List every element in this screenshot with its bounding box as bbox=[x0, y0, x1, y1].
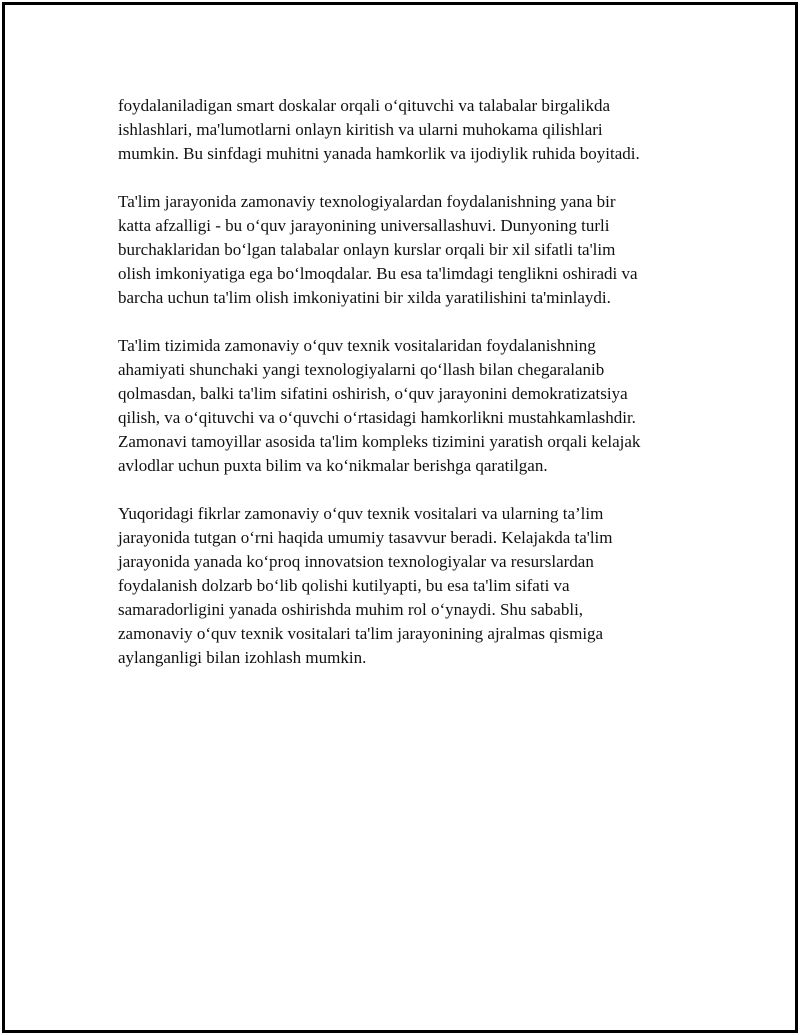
text-line: ahamiyati shunchaki yangi texnologiyalarni qo‘llash bilan chegaralanib bbox=[118, 360, 605, 379]
paragraph bbox=[118, 190, 698, 310]
text-line: Yuqoridagi fikrlar zamonaviy o‘quv texnik vositalari va ularning ta’lim bbox=[118, 504, 604, 523]
text-line: barcha uchun ta'lim olish imkoniyatini bir xilda yaratilishini ta'minlaydi. bbox=[118, 288, 611, 307]
text-line: qilish, va o‘qituvchi va o‘quvchi o‘rtasidagi hamkorlikni mustahkamlashdir. bbox=[118, 408, 636, 427]
text-line: samaradorligini yanada oshirishda muhim rol o‘ynaydi. Shu sababli, bbox=[118, 600, 584, 619]
paragraph bbox=[118, 94, 698, 166]
text-line: ishlashlari, ma'lumotlarni onlayn kiritish va ularni muhokama qilishlari bbox=[118, 120, 603, 139]
text-line: zamonaviy o‘quv texnik vositalari ta'lim jarayonining ajralmas qismiga bbox=[118, 624, 604, 643]
text-line: avlodlar uchun puxta bilim va ko‘nikmalar berishga qaratilgan. bbox=[118, 456, 548, 475]
document-body bbox=[118, 94, 698, 694]
text-line: Zamonavi tamoyillar asosida ta'lim kompleks tizimini yaratish orqali kelajak bbox=[118, 432, 641, 451]
text-line: burchaklaridan bo‘lgan talabalar onlayn kurslar orqali bir xil sifatli ta'lim bbox=[118, 240, 616, 259]
text-line: jarayonida yanada ko‘proq innovatsion texnologiyalar va resurslardan bbox=[118, 552, 594, 571]
paragraph bbox=[118, 502, 698, 670]
text-line: foydalaniladigan smart doskalar orqali o‘qituvchi va talabalar birgalikda bbox=[118, 96, 611, 115]
text-line: olish imkoniyatiga ega bo‘lmoqdalar. Bu esa ta'limdagi tenglikni oshiradi va bbox=[118, 264, 638, 283]
text-line: jarayonida tutgan o‘rni haqida umumiy tasavvur beradi. Kelajakda ta'lim bbox=[118, 528, 613, 547]
document-page bbox=[2, 2, 798, 1033]
text-line: Ta'lim tizimida zamonaviy o‘quv texnik vositalaridan foydalanishning bbox=[118, 336, 596, 355]
text-line: katta afzalligi - bu o‘quv jarayonining universallashuvi. Dunyoning turli bbox=[118, 216, 610, 235]
text-line: foydalanish dolzarb bo‘lib qolishi kutilyapti, bu esa ta'lim sifati va bbox=[118, 576, 570, 595]
text-line: Ta'lim jarayonida zamonaviy texnologiyalardan foydalanishning yana bir bbox=[118, 192, 616, 211]
text-line: mumkin. Bu sinfdagi muhitni yanada hamkorlik va ijodiylik ruhida boyitadi. bbox=[118, 144, 640, 163]
text-line: aylanganligi bilan izohlash mumkin. bbox=[118, 648, 367, 667]
text-line: qolmasdan, balki ta'lim sifatini oshirish, o‘quv jarayonini demokratizatsiya bbox=[118, 384, 628, 403]
paragraph bbox=[118, 334, 698, 478]
